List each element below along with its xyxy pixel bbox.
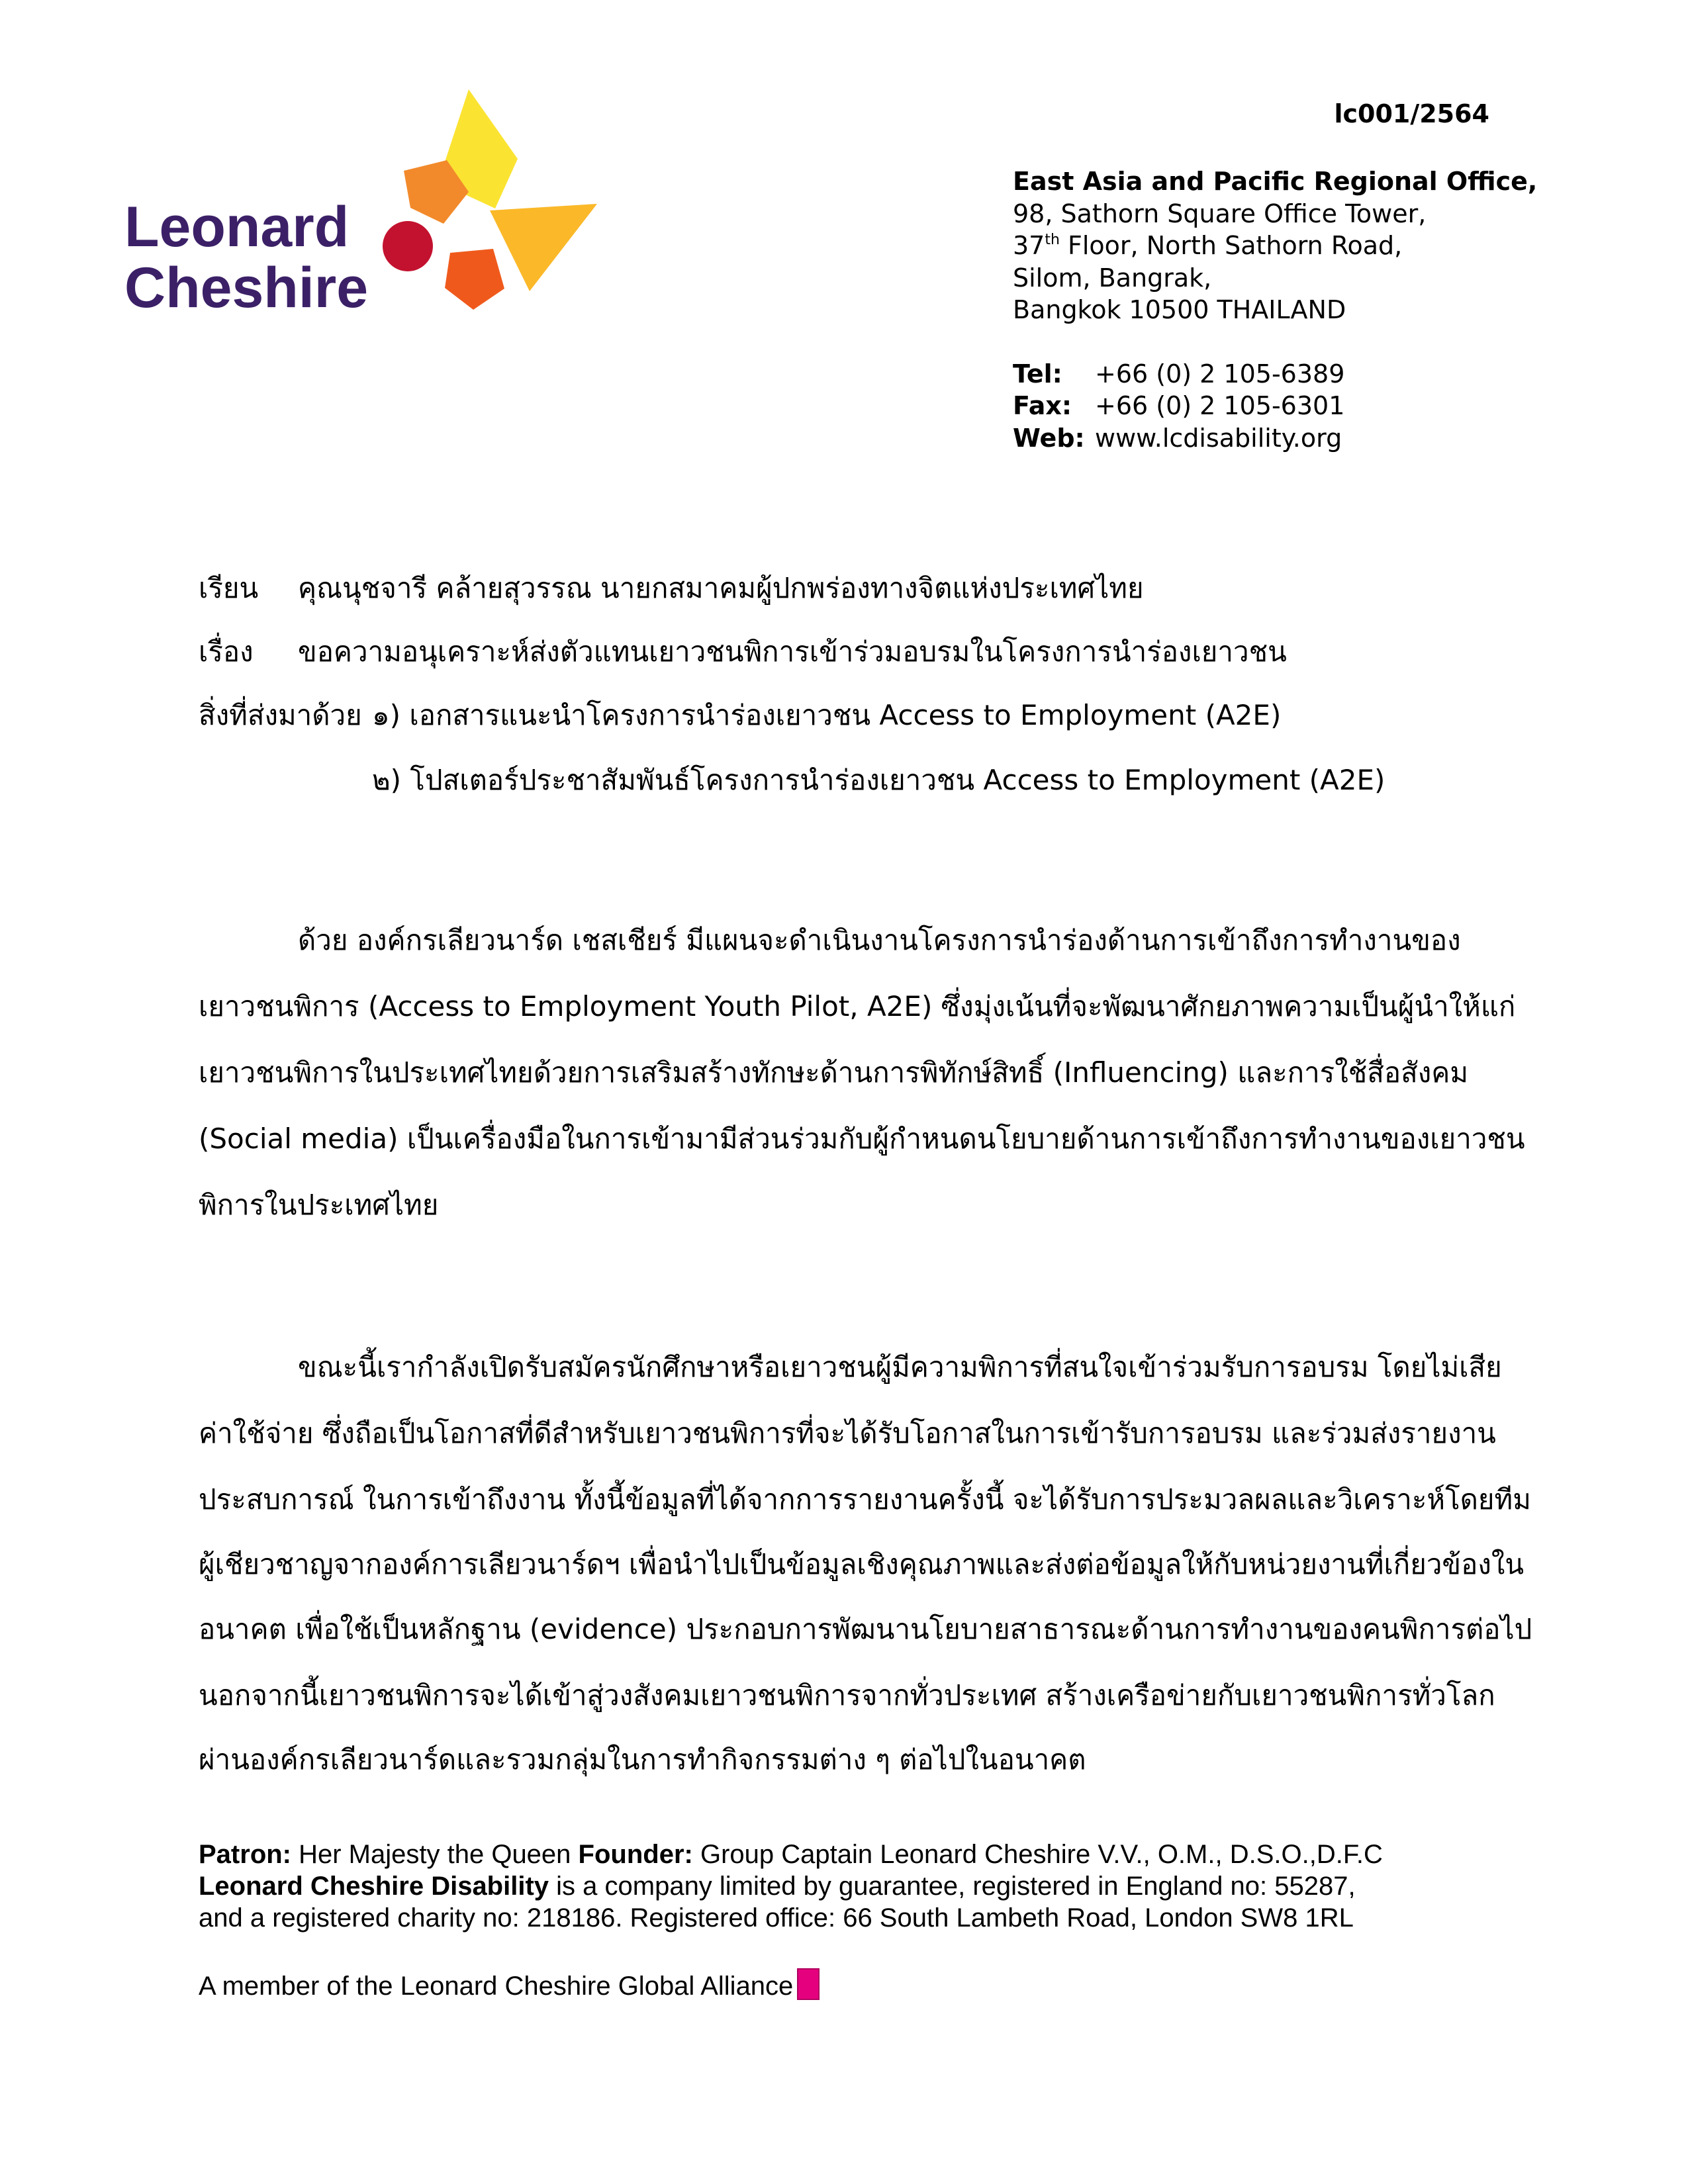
address-line-2: 37th Floor, North Sathorn Road, (1013, 231, 1403, 260)
enclosure-item-2: ๒) โปสเตอร์ประชาสัมพันธ์โครงการนำร่องเยาวชน Access to Employment (A2E) (372, 764, 1385, 796)
organization-logo (99, 66, 629, 344)
paragraph-1-line: (Social media) เป็นเครื่องมือในการเข้ามามีส่วนร่วมกับผู้กำหนดนโยบายด้านการเข้าถึงการทำงานของเยาวชน (199, 1122, 1525, 1155)
footer-member-line: A member of the Leonard Cheshire Global Alliance (199, 1968, 820, 2000)
contact-tel: Tel: +66 (0) 2 105-6389 (1013, 359, 1345, 388)
paragraph-2-line: ขณะนี้เรากำลังเปิดรับสมัครนักศึกษาหรือเยาวชนผู้มีความพิการที่สนใจเข้าร่วมรับการอบรม โดยไม่เสีย (298, 1351, 1502, 1383)
address-line-4: Bangkok 10500 THAILAND (1013, 295, 1346, 324)
footer-company-line: Leonard Cheshire Disability is a company limited by guarantee, registered in England no: 55287, (199, 1872, 1356, 1901)
website-link[interactable]: www.lcdisability.org (1095, 423, 1342, 453)
logo-word-cheshire: Cheshire (124, 256, 369, 320)
paragraph-1-line: พิการในประเทศไทย (199, 1189, 439, 1221)
contact-fax: Fax: +66 (0) 2 105-6301 (1013, 391, 1345, 420)
subject-line (199, 635, 1287, 668)
recipient-line (199, 574, 1144, 602)
enclosure-line-1 (199, 699, 1282, 731)
paragraph-1-line: เยาวชนพิการในประเทศไทยด้วยการเสริมสร้างทักษะด้านการพิทักษ์สิทธิ์ (Influencing) และการใช้สื่อสังคม (199, 1056, 1469, 1089)
subject-label: เรื่อง (199, 635, 254, 668)
paragraph-2-line: ผู้เชียวชาญจากองค์การเลียวนาร์ดฯ เพื่อนำไปเป็นข้อมูลเชิงคุณภาพและส่งต่อข้อมูลให้กับหน่วยงานที่เกี่ยวข้องใน (199, 1548, 1524, 1580)
paragraph-2-line: ค่าใช้จ่าย ซึ่งถือเป็นโอกาสที่ดีสำหรับเยาวชนพิการที่จะได้รับโอกาสในการเข้ารับการอบรม และร่วมส่งรายงาน (199, 1417, 1496, 1449)
enclosure-item-1: ๑) เอกสารแนะนำโครงการนำร่องเยาวชน Access to Employment (A2E) (372, 699, 1282, 731)
contact-web: Web: www.lcdisability.org (1013, 422, 1537, 455)
enclosure-label: สิ่งที่ส่งมาด้วย (199, 699, 362, 731)
footer-charity-line: and a registered charity no: 218186. Registered office: 66 South Lambeth Road, London SW8 1RL (199, 1903, 1354, 1933)
paragraph-2-line: อนาคต เพื่อใช้เป็นหลักฐาน (evidence) ประกอบการพัฒนานโยบายสาธารณะด้านการทำงานของคนพิการต่อไป (199, 1613, 1532, 1645)
subject-text: ขอความอนุเคราะห์ส่งตัวแทนเยาวชนพิการเข้าร่วมอบรมในโครงการนำร่องเยาวชน (298, 635, 1287, 668)
recipient-label: เรียน (199, 572, 259, 604)
address-line-3: Silom, Bangrak, (1013, 263, 1212, 293)
paragraph-1-line: เยาวชนพิการ (Access to Employment Youth Pilot, A2E) ซึ่งมุ่งเน้นที่จะพัฒนาศักยภาพความเป็นผู้นำให้แก่ (199, 990, 1516, 1023)
paragraph-1-line: ด้วย องค์กรเลียวนาร์ด เชสเชียร์ มีแผนจะดำเนินงานโครงการนำร่องด้านการเข้าถึงการทำงานของ (298, 924, 1461, 956)
logo-word-leonard: Leonard (124, 195, 350, 259)
paragraph-2-line: นอกจากนี้เยาวชนพิการจะได้เข้าสู่วงสังคมเยาวชนพิการจากทั่วประเทศ สร้างเครือข่ายกับเยาวชนพิการทั่วโลก (199, 1679, 1495, 1711)
address-line-1: 98, Sathorn Square Office Tower, (1013, 199, 1427, 228)
recipient-text: คุณนุชจารี คล้ายสุวรรณ นายกสมาคมผู้ปกพร่องทางจิตแห่งประเทศไทย (298, 572, 1144, 604)
paragraph-2-line: ผ่านองค์กรเลียวนาร์ดและรวมกลุ่มในการทำกิจกรรมต่าง ๆ ต่อไปในอนาคต (199, 1743, 1086, 1776)
enclosure-line-2 (372, 766, 1385, 794)
alliance-square-icon (797, 1968, 820, 2000)
reference-number: lc001/2564 (1334, 99, 1489, 128)
paragraph-2-line: ประสบการณ์ ในการเข้าถึงงาน ทั้งนี้ข้อมูลที่ได้จากการรายงานครั้งนี้ จะได้รับการประมวลผลและวิเคราะห์โดยทีม (199, 1483, 1531, 1516)
sender-address (1013, 165, 1537, 454)
office-name: East Asia and Pacific Regional Office, (1013, 167, 1538, 196)
footer-patron-line: Patron: Her Majesty the Queen Founder: Group Captain Leonard Cheshire V.V., O.M., D.S.O.,D.F.C (199, 1840, 1383, 1869)
